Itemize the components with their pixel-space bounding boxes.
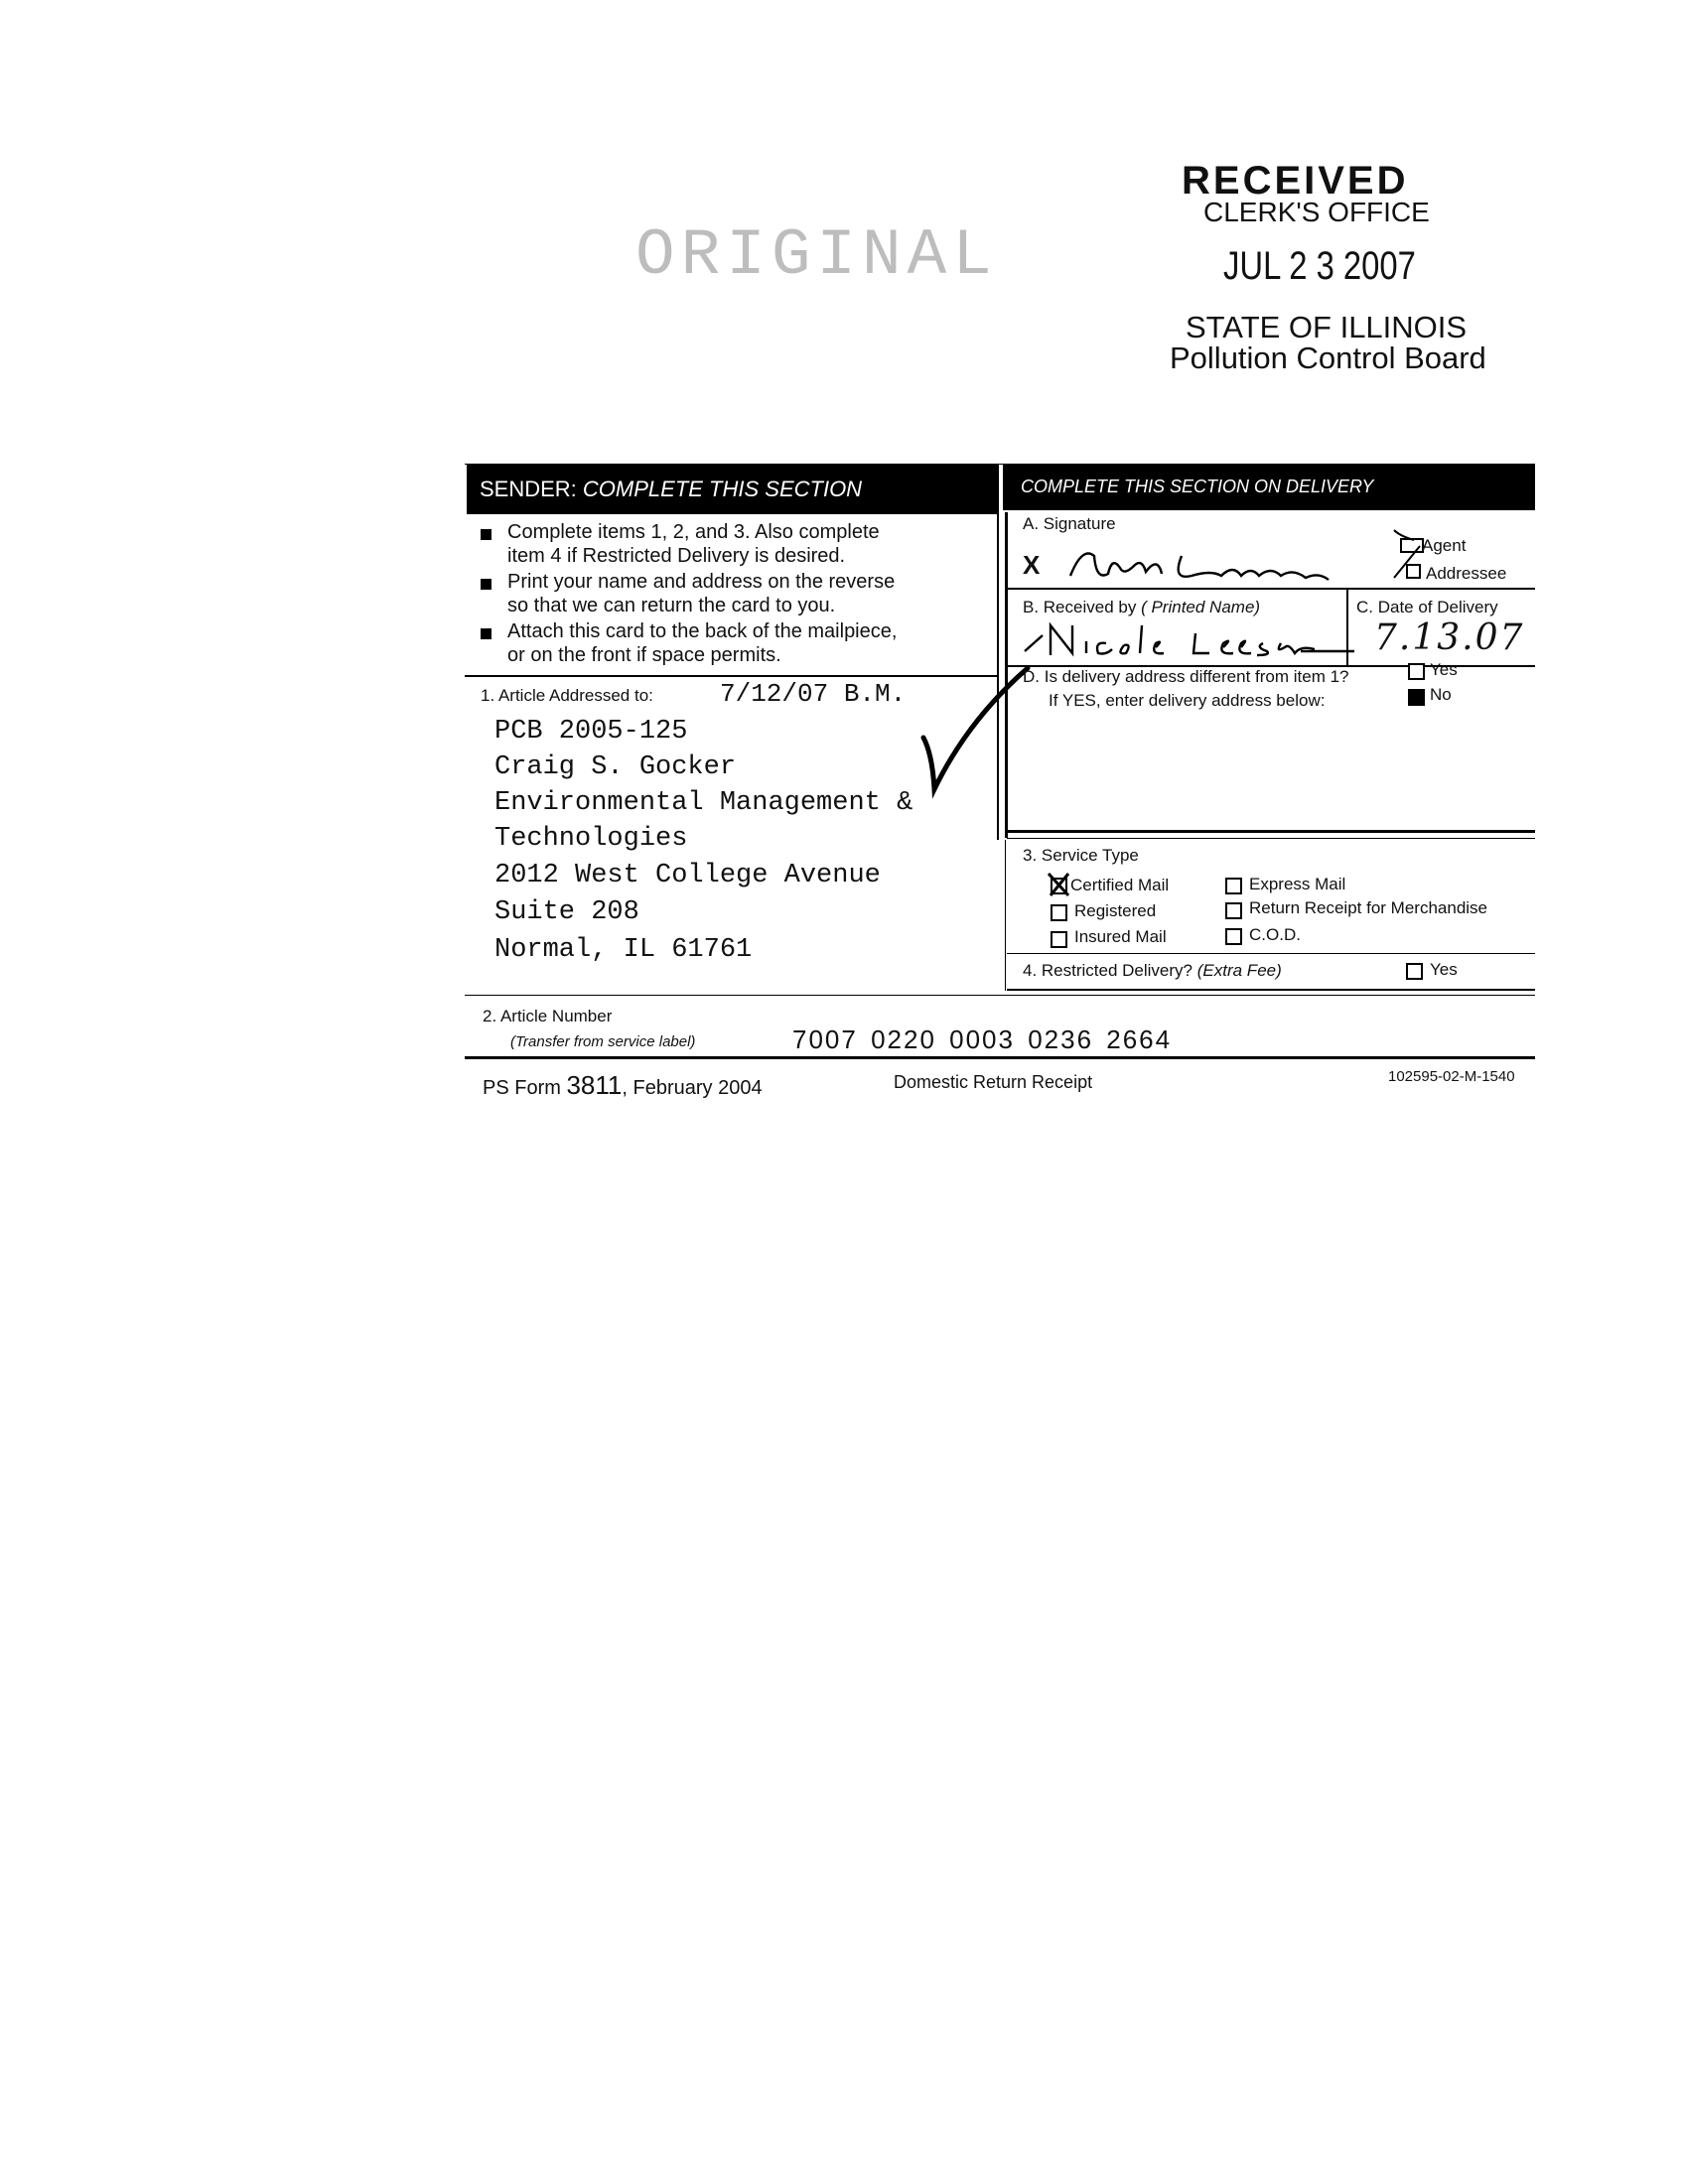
bullet-icon — [481, 628, 491, 639]
article-addressed-label: 1. Article Addressed to: — [481, 686, 653, 705]
article-bottom-border — [465, 1056, 1535, 1059]
agent-label: Agent — [1422, 536, 1467, 555]
service-option-label: Insured Mail — [1074, 927, 1167, 946]
delivery-header-title: COMPLETE THIS SECTION ON DELIVERY — [1021, 477, 1374, 496]
stamp-state: STATE OF ILLINOIS — [1186, 310, 1468, 344]
instruction-line: so that we can return the card to you. — [507, 595, 836, 616]
delivery-date-handwriting: 7.13.07 — [1374, 617, 1525, 658]
service-option-label: Registered — [1074, 901, 1157, 920]
service-left-border — [1005, 840, 1006, 991]
address-line: Technologies — [494, 824, 688, 854]
instruction-line: Complete items 1, 2, and 3. Also complete — [507, 521, 880, 543]
handwritten-note: 7/12/07 B.M. — [720, 679, 907, 709]
original-watermark: ORIGINAL — [635, 218, 998, 293]
delivery-header — [1003, 465, 1535, 510]
sender-header — [467, 465, 999, 514]
addressee-label: Addressee — [1426, 564, 1507, 583]
ps-form-date: , February 2004 — [622, 1077, 763, 1099]
service-bottom-border — [1007, 953, 1535, 954]
instruction-line: or on the front if space permits. — [507, 644, 781, 666]
address-line: PCB 2005-125 — [494, 717, 688, 747]
sender-header-label: SENDER: — [480, 477, 577, 501]
bullet-icon — [481, 579, 491, 590]
address-line: Suite 208 — [494, 897, 639, 927]
service-option-label: C.O.D. — [1249, 925, 1301, 944]
article-number-sublabel: (Transfer from service label) — [510, 1033, 696, 1050]
form-code: 102595-02-M-1540 — [1388, 1068, 1515, 1085]
d-yes-checkbox[interactable] — [1408, 663, 1425, 680]
restricted-delivery-label — [1023, 961, 1282, 981]
return-receipt-merch-checkbox[interactable] — [1225, 902, 1242, 919]
address-line: 2012 West College Avenue — [494, 861, 881, 890]
restricted-delivery-text: 4. Restricted Delivery? — [1023, 961, 1193, 980]
stamp-date: JUL 2 3 2007 — [1223, 244, 1416, 288]
received-by-printed-hint: ( Printed Name) — [1141, 598, 1261, 616]
date-of-delivery-label: C. Date of Delivery — [1356, 598, 1498, 616]
restricted-yes-label: Yes — [1430, 960, 1458, 979]
delivery-bottom-border — [1007, 830, 1535, 833]
ps-form — [483, 1070, 763, 1101]
ps-form-label: PS Form — [483, 1077, 561, 1099]
article-number-value: 7007 0220 0003 0236 2664 — [792, 1024, 1173, 1054]
restricted-yes-checkbox[interactable] — [1406, 963, 1423, 980]
instruction-line: Print your name and address on the reverse — [507, 571, 896, 593]
address-line: Environmental Management & — [494, 788, 913, 818]
agent-strike-mark — [1388, 526, 1448, 586]
signature-x: X — [1023, 550, 1041, 580]
article-number-label: 2. Article Number — [483, 1007, 613, 1025]
express-mail-checkbox[interactable] — [1225, 878, 1242, 894]
received-by-label — [1023, 598, 1260, 617]
cod-checkbox[interactable] — [1225, 928, 1242, 945]
registered-checkbox[interactable] — [1051, 904, 1067, 921]
checkmark-icon — [918, 660, 1038, 799]
service-top-border — [1007, 838, 1535, 839]
d-if-yes: If YES, enter delivery address below: — [1049, 691, 1326, 710]
restricted-extra-fee: (Extra Fee) — [1196, 961, 1282, 980]
received-by-label-text: B. Received by — [1023, 598, 1137, 616]
restricted-bottom-border — [1007, 989, 1535, 991]
ps-form-number: 3811 — [566, 1070, 623, 1100]
d-question: D. Is delivery address different from item 1? — [1023, 667, 1349, 686]
instruction-line: item 4 if Restricted Delivery is desired. — [507, 545, 846, 567]
stamp-clerks-office: CLERK'S OFFICE — [1203, 197, 1430, 227]
service-option-label: Return Receipt for Merchandise — [1249, 898, 1488, 917]
signature-handwriting — [1062, 536, 1380, 596]
address-line: Normal, IL 61761 — [494, 935, 753, 965]
signature-label: A. Signature — [1023, 514, 1116, 533]
address-line: Craig S. Gocker — [494, 752, 737, 782]
service-option-label: Certified Mail — [1070, 876, 1170, 894]
service-type-label: 3. Service Type — [1023, 846, 1139, 865]
bullet-icon — [481, 529, 491, 540]
sender-header-title: COMPLETE THIS SECTION — [582, 477, 863, 501]
d-no-label: No — [1430, 685, 1452, 704]
d-no-checkbox[interactable] — [1408, 689, 1425, 706]
domestic-return-receipt: Domestic Return Receipt — [894, 1072, 1093, 1092]
d-yes-label: Yes — [1430, 660, 1458, 679]
service-option-label: Express Mail — [1249, 875, 1346, 893]
signature-bottom-border — [1007, 588, 1535, 590]
insured-mail-checkbox[interactable] — [1051, 931, 1067, 948]
stamp-received: RECEIVED — [1182, 159, 1409, 203]
left-bottom-border — [465, 995, 1535, 996]
instruction-line: Attach this card to the back of the mailpiece, — [507, 620, 898, 642]
stamp-board: Pollution Control Board — [1170, 341, 1486, 375]
